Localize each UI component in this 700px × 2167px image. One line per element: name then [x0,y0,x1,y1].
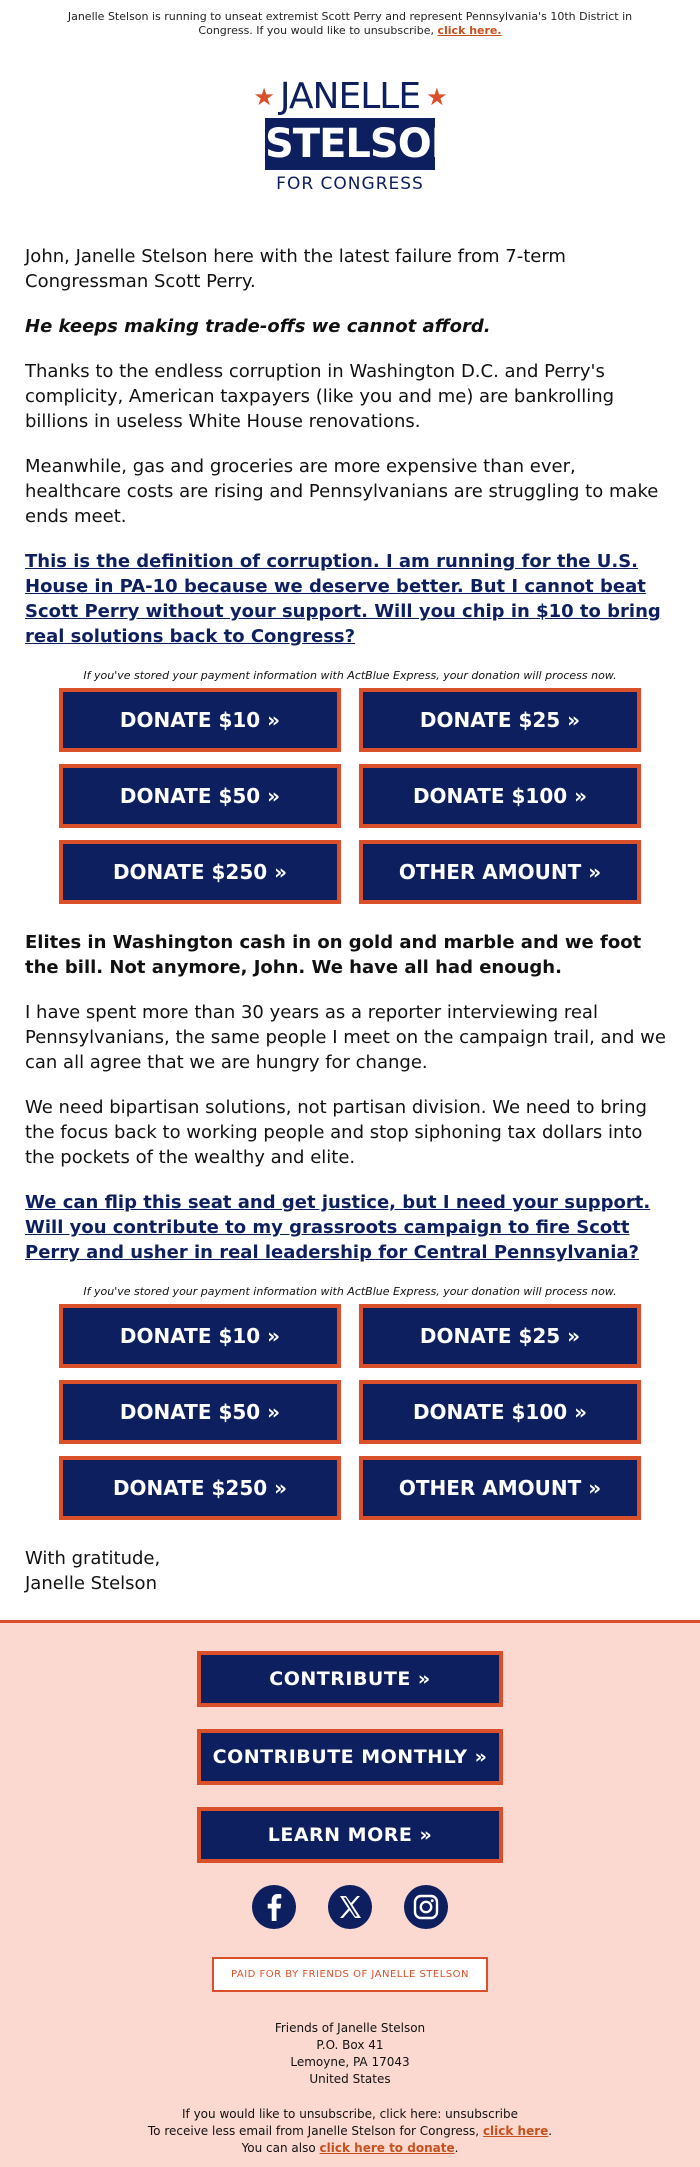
donate-25-button[interactable]: DONATE $25 » [359,1304,641,1368]
campaign-logo [253,76,464,194]
logo-last-name: STELSON [265,118,435,170]
contribute-monthly-button[interactable]: CONTRIBUTE MONTHLY » [197,1729,503,1785]
donate-250-button[interactable]: DONATE $250 » [59,840,341,904]
footer-donate-link[interactable]: click here to donate [319,2141,455,2155]
donate-50-button[interactable]: DONATE $50 » [59,764,341,828]
email-footer [0,1620,700,2167]
unsubscribe-section: If you would like to unsubscribe, click here: unsubscribe To receive less email from Janelle Stelson for Congress, click here. You can also click here to donate. [0,2106,700,2157]
donate-10-button[interactable]: DONATE $10 » [59,688,341,752]
preheader-unsubscribe-link[interactable]: click here. [437,24,502,37]
body-paragraph: I have spent more than 30 years as a reporter interviewing real Pennsylvanians, the same people I meet on the campaign trail, and we can all agree that we are hungry for change. [25,1002,666,1073]
mailing-address: Friends of Janelle Stelson P.O. Box 41 Lemoyne, PA 17043 United States [274,2021,426,2086]
signature: Janelle Stelson [25,1573,157,1594]
donate-appeal-link[interactable]: This is the definition of corruption. I am running for the U.S. House in PA-10 because we deserve better. But I cannot beat Scott Perry without your support. Will you chip in $10 to bring real solutions back to Congress? [25,551,661,647]
actblue-express-note: If you've stored your payment information with ActBlue Express, your donation will process now. [83,669,617,682]
body-paragraph-bold: Elites in Washington cash in on gold and marble and we foot the bill. Not anymore, John. We have all had enough. [25,932,642,978]
unsubscribe-line[interactable]: If you would like to unsubscribe, click here: unsubscribe [182,2107,518,2121]
donate-50-button[interactable]: DONATE $50 » [59,1380,341,1444]
preheader-text: Janelle Stelson is running to unseat extremist Scott Perry and represent Pennsylvania's 10th District in Congress. If you would like to unsubscribe, [67,10,633,37]
donate-10-button[interactable]: DONATE $10 » [59,1304,341,1368]
donate-100-button[interactable]: DONATE $100 » [359,1380,641,1444]
contribute-appeal-link[interactable]: We can flip this seat and get justice, but I need your support. Will you contribute to my grassroots campaign to fire Scott Perry and usher in real leadership for Central Pennsylvania? [25,1192,651,1263]
facebook-icon[interactable] [252,1885,296,1929]
email-body [0,244,700,649]
less-email-link[interactable]: click here [482,2124,549,2138]
body-paragraph: Thanks to the endless corruption in Washington D.C. and Perry's complicity, American taxpayers (like you and me) are bankrolling billions in useless White House renovations. [25,361,615,432]
star-icon: ★ [253,83,274,111]
body-paragraph: We need bipartisan solutions, not partisan division. We need to bring the focus back to working people and stop siphoning tax dollars into the pockets of the wealthy and elite. [25,1097,647,1168]
body-paragraph: Meanwhile, gas and groceries are more expensive than ever, healthcare costs are rising and Pennsylvanians are struggling to make ends meet. [25,456,659,527]
donate-25-button[interactable]: DONATE $25 » [359,688,641,752]
closing [25,1546,675,1596]
social-links [0,1885,700,1929]
donate-100-button[interactable]: DONATE $100 » [359,764,641,828]
donate-button-grid-2 [0,1304,700,1520]
donate-250-button[interactable]: DONATE $250 » [59,1456,341,1520]
donate-other-amount-button[interactable]: OTHER AMOUNT » [359,1456,641,1520]
x-icon[interactable] [328,1885,372,1929]
paid-for-disclaimer: PAID FOR BY FRIENDS OF JANELLE STELSON [212,1957,488,1992]
closing-line: With gratitude, [25,1548,161,1569]
logo-tagline: FOR CONGRESS [276,174,424,194]
body-paragraph: John, Janelle Stelson here with the latest failure from 7-term Congressman Scott Perry. [25,246,566,292]
instagram-icon[interactable] [404,1885,448,1929]
sign-off [0,1546,700,1596]
donate-button-grid [0,688,700,904]
body-paragraph-emphasis: He keeps making trade-offs we cannot afford. [25,316,491,337]
donate-other-amount-button[interactable]: OTHER AMOUNT » [359,840,641,904]
logo-first-name: JANELLE [279,76,421,117]
star-icon: ★ [426,83,447,111]
email-body-continued [0,930,700,1265]
learn-more-button[interactable]: LEARN MORE » [197,1807,503,1863]
preheader [0,0,700,38]
actblue-express-note: If you've stored your payment information with ActBlue Express, your donation will process now. [83,1285,617,1298]
contribute-button[interactable]: CONTRIBUTE » [197,1651,503,1707]
